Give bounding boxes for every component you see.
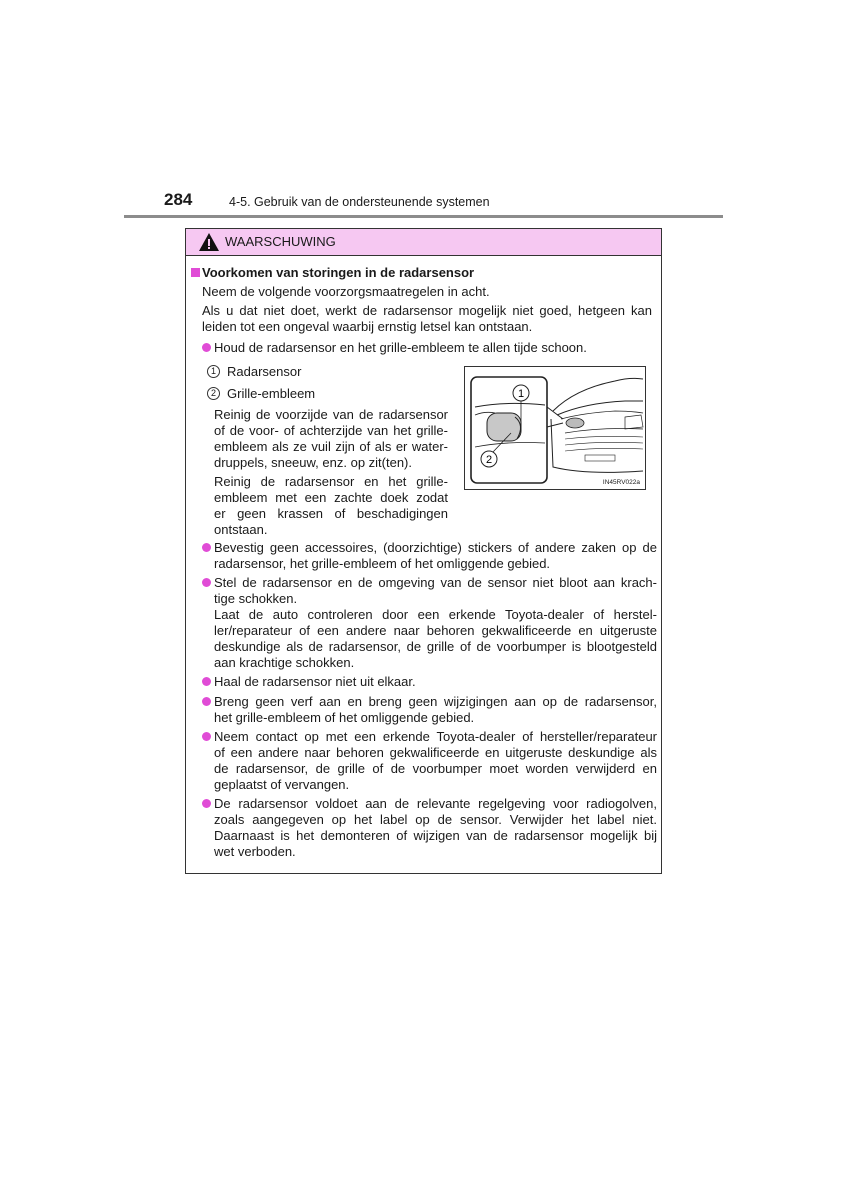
warning-triangle-icon xyxy=(198,232,220,252)
warning-heading: Voorkomen van storingen in de radarsensor xyxy=(202,265,475,280)
bullet-text-line: Stel de radarsensor en de omgeving van de sensor niet bloot aan krach- xyxy=(214,575,657,590)
clean-text-line: of de voor- of achterzijde van het grille- xyxy=(214,423,448,438)
svg-text:2: 2 xyxy=(485,454,493,466)
bullet-text-line: Bevestig geen accessoires, (doorzichtige) stickers of andere zaken op de xyxy=(214,540,657,555)
bullet-dot-icon xyxy=(202,578,211,587)
bullet-dot-icon xyxy=(202,677,211,686)
bullet-text-line: of een andere naar behoren gekwalificeerde en uitgeruste deskundige als xyxy=(214,745,657,760)
bullet-text-line: radarsensor, het grille-embleem of het omliggende gebied. xyxy=(214,556,551,571)
clean-text-line: Reinig de radarsensor en het grille- xyxy=(214,474,448,489)
bullet-dot-icon xyxy=(202,543,211,552)
svg-text:1: 1 xyxy=(517,388,525,400)
warning-label: WAARSCHUWING xyxy=(225,234,336,249)
intro-line: Neem de volgende voorzorgsmaatregelen in acht. xyxy=(202,284,490,299)
bullet-dot-icon xyxy=(202,732,211,741)
bullet-text: Haal de radarsensor niet uit elkaar. xyxy=(214,674,416,689)
bullet-text-line: het grille-embleem of het omliggende gebied. xyxy=(214,710,475,725)
radar-sensor-figure xyxy=(464,366,646,490)
bullet-text-line: Daarnaast is het demonteren of wijzigen van de radarsensor mogelijk bij xyxy=(214,828,657,843)
bullet-text-line: aan krachtige schokken. xyxy=(214,655,355,670)
intro-paragraph-line: leiden tot een ongeval waarbij ernstig letsel kan ontstaan. xyxy=(202,319,533,334)
bullet-dot-icon xyxy=(202,799,211,808)
header-rule xyxy=(124,215,723,218)
callout-marker-2: 2 xyxy=(207,387,220,400)
bullet-text: Houd de radarsensor en het grille-embleem te allen tijde schoon. xyxy=(214,340,587,355)
clean-text-line: embleem met een zachte doek zodat xyxy=(214,490,448,505)
clean-text-line: druppels, sneeuw, enz. op zit(ten). xyxy=(214,455,413,470)
bullet-text-line: Laat de auto controleren door een erkende Toyota-dealer of herstel- xyxy=(214,607,657,622)
bullet-text-line: wet verboden. xyxy=(214,844,296,859)
bullet-text-line: ler/reparateur of een andere naar behoren gekwalificeerde en uitgeruste xyxy=(214,623,657,638)
bullet-text-line: De radarsensor voldoet aan de relevante regelgeving voor radiogolven, xyxy=(214,796,657,811)
bullet-text-line: Neem contact op met een erkende Toyota-dealer of hersteller/reparateur xyxy=(214,729,657,744)
bullet-dot-icon xyxy=(202,343,211,352)
car-front-illustration xyxy=(465,367,645,489)
bullet-text-line: tige schokken. xyxy=(214,591,298,606)
bullet-dot-icon xyxy=(202,697,211,706)
heading-square-icon xyxy=(191,268,200,277)
intro-paragraph-line: Als u dat niet doet, werkt de radarsensor mogelijk niet goed, hetgeen kan xyxy=(202,303,652,318)
bullet-text-line: de radarsensor, de grille of de voorbumper moet worden verwijderd en xyxy=(214,761,657,776)
bullet-text-line: deskundige als de radarsensor, de grille of de voorbumper is blootgesteld xyxy=(214,639,657,654)
section-title: 4-5. Gebruik van de ondersteunende systemen xyxy=(229,195,490,209)
bullet-text-line: geplaatst of vervangen. xyxy=(214,777,350,792)
legend-label-grille-embleem: Grille-embleem xyxy=(227,386,316,401)
bullet-text-line: Breng geen verf aan en breng geen wijzigingen aan op de radarsensor, xyxy=(214,694,657,709)
clean-text-line: ontstaan. xyxy=(214,522,268,537)
clean-text-line: er geen krassen of beschadigingen xyxy=(214,506,448,521)
bullet-text-line: zoals aangegeven op het label op de sensor. Verwijder het label niet. xyxy=(214,812,657,827)
legend-label-radarsensor: Radarsensor xyxy=(227,364,302,379)
callout-marker-1: 1 xyxy=(207,365,220,378)
clean-text-line: embleem als ze vuil zijn of als er water- xyxy=(214,439,448,454)
warning-header xyxy=(186,229,661,256)
clean-text-line: Reinig de voorzijde van de radarsensor xyxy=(214,407,448,422)
figure-code: IN45RV022a xyxy=(602,479,640,486)
page-number: 284 xyxy=(164,190,193,209)
